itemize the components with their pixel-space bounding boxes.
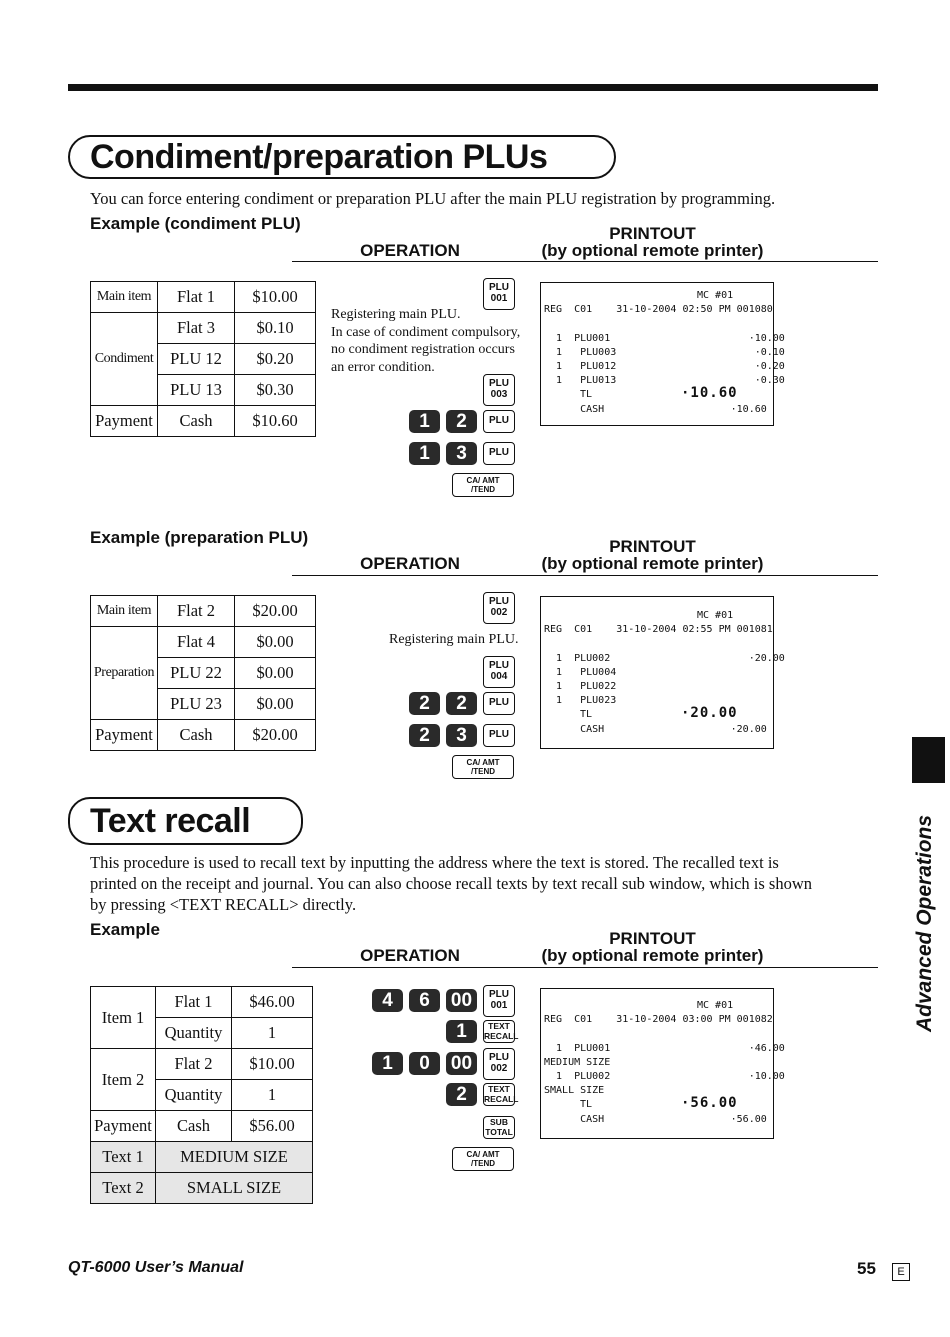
header-rule xyxy=(292,575,878,576)
receipt-line: 1 PLU012 ·0.20 xyxy=(544,361,785,372)
plu-key: PLU 002 xyxy=(483,1048,515,1080)
table-row xyxy=(91,282,316,313)
table-row xyxy=(91,720,316,751)
table-cell: Payment xyxy=(91,406,158,437)
page-number: 55 xyxy=(857,1259,876,1278)
table-cell: $20.00 xyxy=(235,720,316,751)
table-cell: $10.60 xyxy=(235,406,316,437)
table-cell: Payment xyxy=(91,720,158,751)
printout-header: PRINTOUT xyxy=(609,929,696,948)
numeric-key: 1 xyxy=(409,410,440,433)
text-recall-example-table xyxy=(90,986,313,1204)
plu-key: PLU xyxy=(483,410,515,433)
receipt-line: REG C01 31-10-2004 02:55 PM 001081 xyxy=(544,624,773,635)
table-cell: Cash xyxy=(156,1111,232,1142)
receipt-line: 1 PLU022 xyxy=(544,681,617,692)
table-cell: $10.00 xyxy=(235,282,316,313)
header-rule xyxy=(292,261,878,262)
table-cell: Payment xyxy=(91,1111,156,1142)
receipt-line: 1 PLU004 xyxy=(544,667,617,678)
table-cell: Main item xyxy=(91,282,158,313)
table-cell: Condiment xyxy=(91,313,158,406)
numeric-key: 2 xyxy=(409,724,440,747)
table-cell: Flat 1 xyxy=(156,987,232,1018)
receipt-line: CASH ·20.00 xyxy=(544,724,767,735)
table-row xyxy=(91,313,316,344)
table-cell: Main item xyxy=(91,596,158,627)
table-row xyxy=(91,596,316,627)
receipt-line: SMALL SIZE xyxy=(544,1085,605,1096)
receipt-line: CASH ·56.00 xyxy=(544,1114,767,1125)
table-cell: $46.00 xyxy=(232,987,313,1018)
table-cell: Flat 3 xyxy=(158,313,235,344)
plu-key: PLU xyxy=(483,442,515,465)
numeric-key: 2 xyxy=(446,410,477,433)
table-row xyxy=(91,987,313,1018)
receipt-printout xyxy=(540,596,785,749)
example-condiment-label: Example (condiment PLU) xyxy=(90,214,301,233)
plu-key: PLU 004 xyxy=(483,656,515,688)
table-cell: $0.00 xyxy=(235,627,316,658)
numeric-key: 4 xyxy=(372,989,403,1012)
section-intro-condiment: You can force entering condiment or preparation PLU after the main PLU registration by programming. xyxy=(90,189,776,208)
receipt-line: MC #01 xyxy=(697,1000,734,1011)
table-row xyxy=(91,1049,313,1080)
numeric-key: 1 xyxy=(409,442,440,465)
subtotal-key: SUB TOTAL xyxy=(483,1116,515,1139)
receipt-line: 1 PLU001 ·46.00 xyxy=(544,1043,785,1054)
receipt-line: 1 PLU002 ·20.00 xyxy=(544,653,785,664)
text-recall-key: TEXT RECALL xyxy=(483,1020,515,1043)
section-intro-text-recall: This procedure is used to recall text by inputting the address where the text is stored. The recalled text is printed on the receipt and journal. You can also choose recall texts by text recall sub window, which is shown by pressing <TEXT RECALL> directly. xyxy=(90,853,813,914)
table-cell: Cash xyxy=(158,720,235,751)
ca-amt-tend-key: CA/ AMT /TEND xyxy=(452,755,514,779)
receipt-printout xyxy=(540,282,785,426)
example-preparation-label: Example (preparation PLU) xyxy=(90,528,309,547)
numeric-key: 2 xyxy=(409,692,440,715)
table-cell: Flat 2 xyxy=(156,1049,232,1080)
table-cell: $0.00 xyxy=(235,689,316,720)
table-cell: MEDIUM SIZE xyxy=(156,1142,313,1173)
numeric-key: 0 xyxy=(409,1052,440,1075)
receipt-line: 1 PLU001 ·10.00 xyxy=(544,333,785,344)
plu-key: PLU 003 xyxy=(483,374,515,406)
table-cell: $10.00 xyxy=(232,1049,313,1080)
operation-header: OPERATION xyxy=(360,241,460,260)
table-row xyxy=(91,627,316,658)
numeric-key: 1 xyxy=(372,1052,403,1075)
receipt-line: MEDIUM SIZE xyxy=(544,1057,611,1068)
receipt-line: TL xyxy=(580,389,593,400)
receipt-total: ·56.00 xyxy=(681,1095,738,1111)
table-cell: $0.30 xyxy=(235,375,316,406)
numeric-key: 3 xyxy=(446,442,477,465)
table-cell: $0.20 xyxy=(235,344,316,375)
table-cell: Item 1 xyxy=(91,987,156,1049)
example-text-recall-label: Example xyxy=(90,920,160,939)
operation-header: OPERATION xyxy=(360,554,460,573)
table-cell: $0.00 xyxy=(235,658,316,689)
receipt-total: ·20.00 xyxy=(681,705,738,721)
numeric-key: 00 xyxy=(446,1052,477,1075)
operation-header: OPERATION xyxy=(360,946,460,965)
numeric-key: 2 xyxy=(446,692,477,715)
manual-title: QT-6000 User’s Manual xyxy=(68,1259,244,1276)
printout-subheader: (by optional remote printer) xyxy=(541,554,764,573)
numeric-key: 00 xyxy=(446,989,477,1012)
chapter-tab xyxy=(912,737,945,783)
table-cell: Text 2 xyxy=(91,1173,156,1204)
table-cell: PLU 22 xyxy=(158,658,235,689)
receipt-line: MC #01 xyxy=(697,290,734,301)
printout-subheader: (by optional remote printer) xyxy=(541,241,764,260)
operation-note: Registering main PLU. xyxy=(389,632,519,647)
table-cell: Flat 2 xyxy=(158,596,235,627)
section-title-text-recall: Text recall xyxy=(68,797,303,845)
table-cell: Item 2 xyxy=(91,1049,156,1111)
ca-amt-tend-key: CA/ AMT /TEND xyxy=(452,473,514,497)
language-badge: E xyxy=(892,1263,910,1281)
table-cell: PLU 23 xyxy=(158,689,235,720)
table-cell: Preparation xyxy=(91,627,158,720)
table-cell: Text 1 xyxy=(91,1142,156,1173)
receipt-total: ·10.60 xyxy=(681,385,738,401)
condiment-example-table xyxy=(90,281,316,437)
receipt-line: TL xyxy=(580,1099,593,1110)
table-cell: Flat 1 xyxy=(158,282,235,313)
plu-key: PLU 002 xyxy=(483,592,515,624)
table-cell: Quantity xyxy=(156,1018,232,1049)
ca-amt-tend-key: CA/ AMT /TEND xyxy=(452,1147,514,1171)
preparation-example-table xyxy=(90,595,316,751)
table-cell: Cash xyxy=(158,406,235,437)
receipt-line: 1 PLU002 ·10.00 xyxy=(544,1071,785,1082)
numeric-key: 6 xyxy=(409,989,440,1012)
table-row xyxy=(91,1111,313,1142)
table-cell: $20.00 xyxy=(235,596,316,627)
table-cell: PLU 12 xyxy=(158,344,235,375)
table-cell: Quantity xyxy=(156,1080,232,1111)
table-cell: PLU 13 xyxy=(158,375,235,406)
table-row xyxy=(91,406,316,437)
table-cell: 1 xyxy=(232,1018,313,1049)
table-cell: 1 xyxy=(232,1080,313,1111)
receipt-line: 1 PLU013 ·0.30 xyxy=(544,375,785,386)
numeric-key: 3 xyxy=(446,724,477,747)
chapter-label: Advanced Operations xyxy=(913,814,936,1032)
table-cell: Flat 4 xyxy=(158,627,235,658)
receipt-line: 1 PLU003 ·0.10 xyxy=(544,347,785,358)
plu-key: PLU 001 xyxy=(483,278,515,310)
receipt-printout xyxy=(540,988,785,1139)
printout-subheader: (by optional remote printer) xyxy=(541,946,764,965)
printout-header: PRINTOUT xyxy=(609,224,696,243)
numeric-key: 1 xyxy=(446,1020,477,1043)
operation-note: Registering main PLU. In case of condiment compulsory, no condiment registration occurs an error condition. xyxy=(331,307,521,375)
text-recall-key: TEXT RECALL xyxy=(483,1083,515,1106)
section-title-condiment: Condiment/preparation PLUs xyxy=(68,135,616,179)
table-cell: $56.00 xyxy=(232,1111,313,1142)
receipt-line: CASH ·10.60 xyxy=(544,404,767,415)
receipt-line: REG C01 31-10-2004 02:50 PM 001080 xyxy=(544,304,773,315)
receipt-line: MC #01 xyxy=(697,610,734,621)
top-rule xyxy=(68,84,878,91)
table-row xyxy=(91,1142,313,1173)
table-cell: SMALL SIZE xyxy=(156,1173,313,1204)
plu-key: PLU xyxy=(483,724,515,747)
plu-key: PLU 001 xyxy=(483,985,515,1017)
numeric-key: 2 xyxy=(446,1083,477,1106)
header-rule xyxy=(292,967,878,968)
printout-header: PRINTOUT xyxy=(609,537,696,556)
plu-key: PLU xyxy=(483,692,515,715)
receipt-line: TL xyxy=(580,709,593,720)
table-cell: $0.10 xyxy=(235,313,316,344)
table-row xyxy=(91,1173,313,1204)
receipt-line: 1 PLU023 xyxy=(544,695,617,706)
receipt-line: REG C01 31-10-2004 03:00 PM 001082 xyxy=(544,1014,773,1025)
